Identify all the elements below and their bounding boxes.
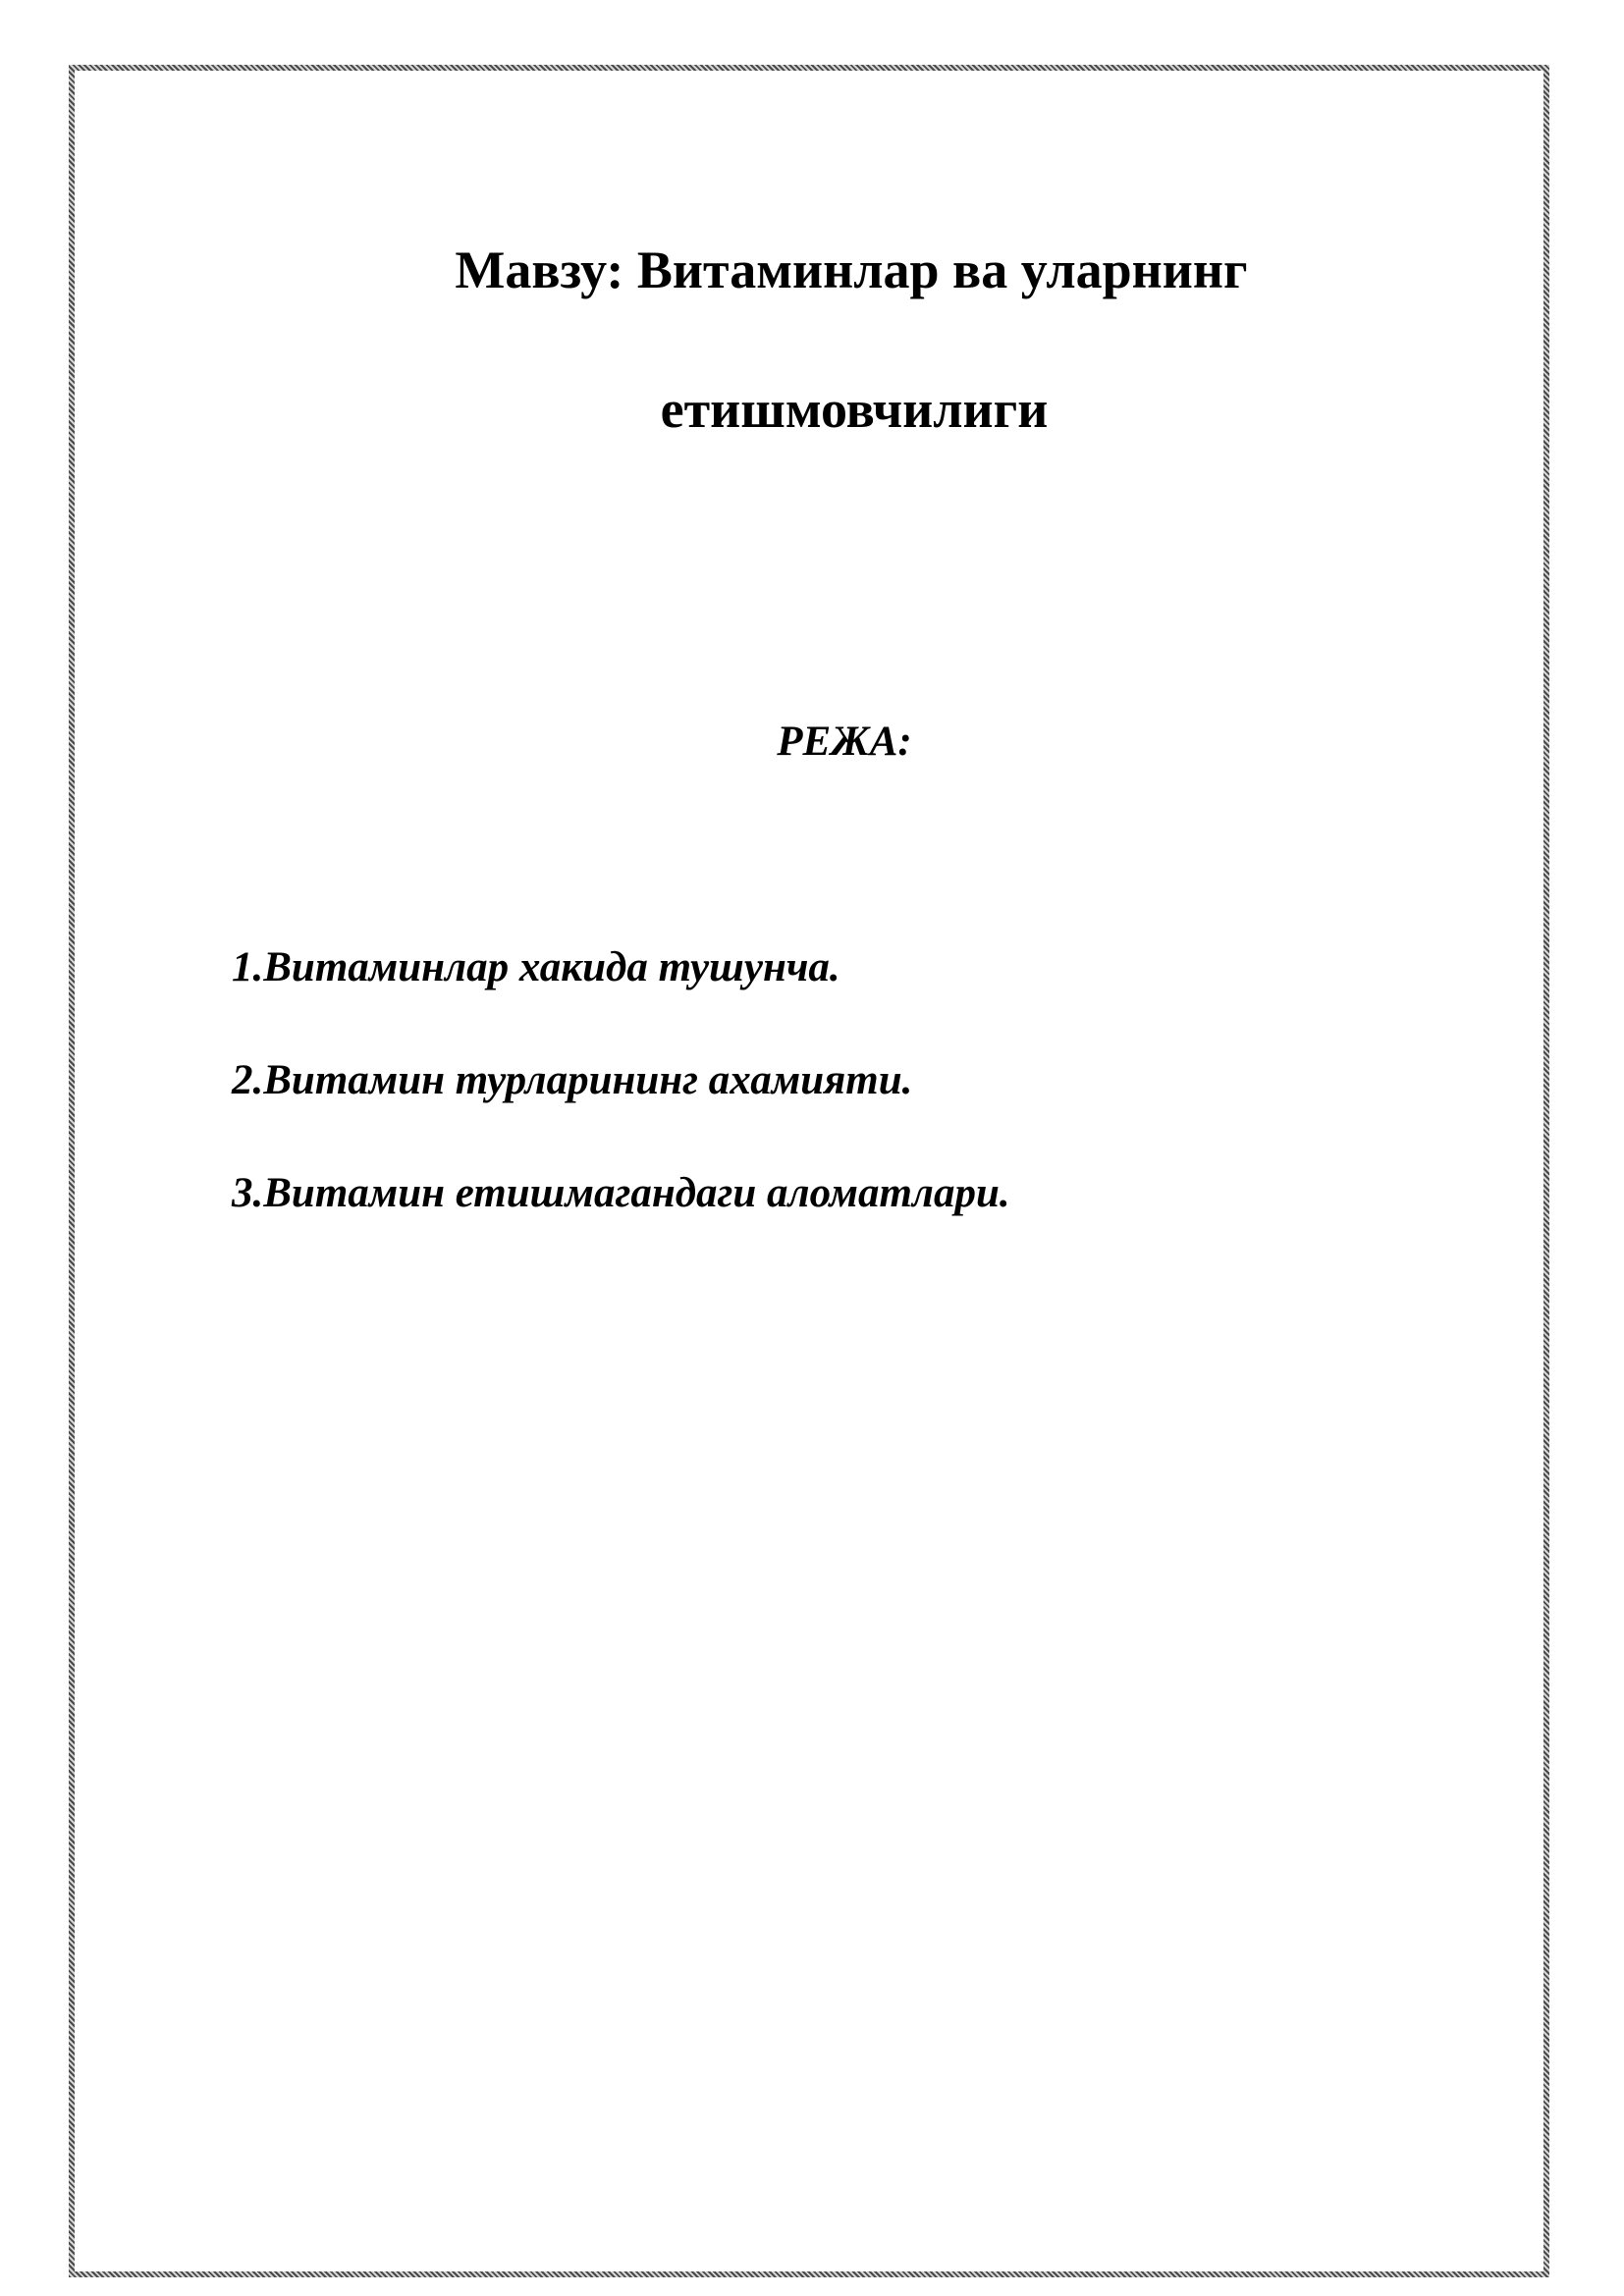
plan-item-1: 1.Витаминлар хакида тушунча.	[232, 944, 840, 990]
plan-list	[232, 942, 1010, 1281]
plan-item-3: 3.Витамин етишмагандаги аломатлари.	[232, 1170, 1010, 1216]
plan-item-2: 2.Витамин турларининг ахамияти.	[232, 1057, 913, 1103]
title-line-1: Мавзу: Витаминлар ва уларнинг	[455, 240, 1248, 299]
plan-heading: РЕЖА:	[777, 719, 912, 765]
title-line-2: етишмовчилиги	[660, 380, 1049, 439]
